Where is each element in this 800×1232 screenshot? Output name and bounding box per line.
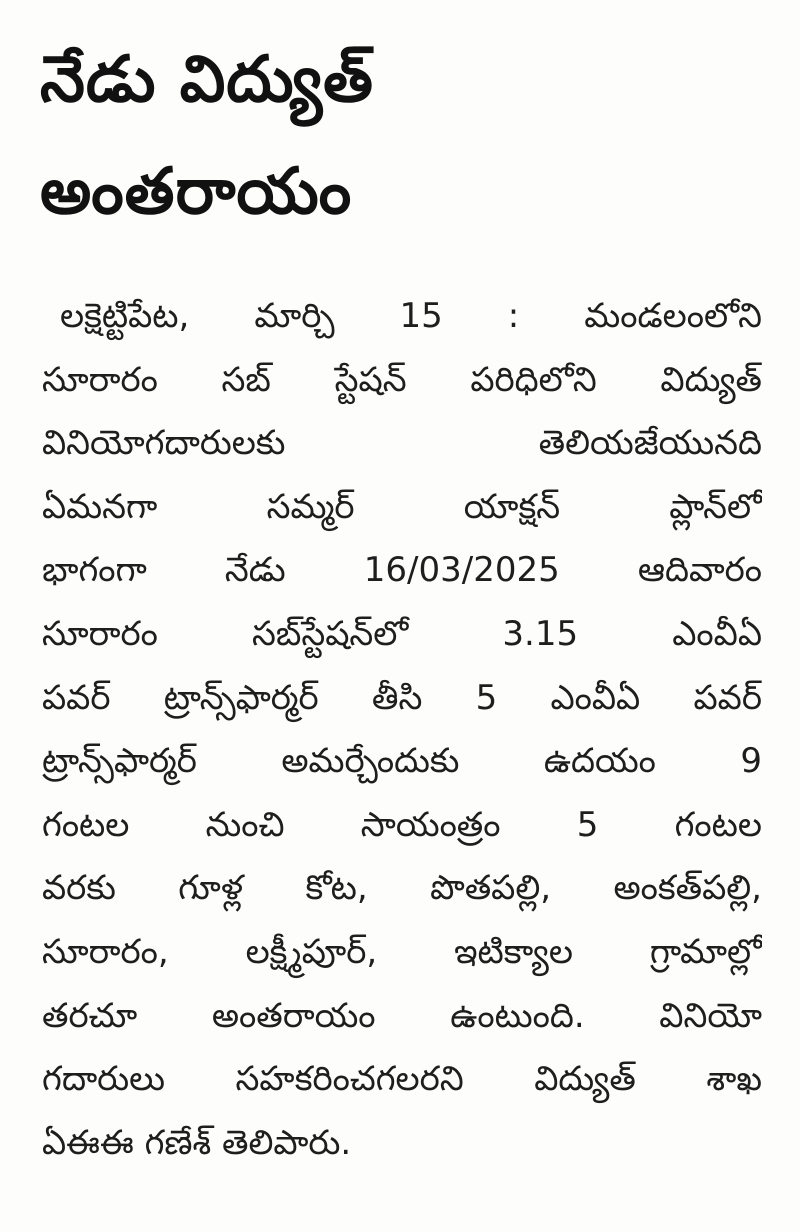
headline-line: నేడు విద్యుత్ bbox=[40, 43, 374, 117]
body-line: గదారులు సహకరించగలరని విద్యుత్ శాఖ bbox=[42, 1059, 762, 1100]
body-line: వినియోగదారులకు తెలియజేయునది bbox=[42, 423, 762, 464]
cropped-text-fragment bbox=[150, 0, 410, 8]
body-line: లక్షెట్టిపేట, మార్చి 15 : మండలంలోని bbox=[60, 296, 762, 336]
body-line: సూరారం, లక్ష్మీపూర్, ఇటిక్యాల గ్రామాల్లో bbox=[42, 931, 762, 972]
body-line: సూరారం సబ్‌స్టేషన్‌లో 3.15 ఎంవీఏ bbox=[42, 613, 762, 654]
headline bbox=[40, 24, 760, 248]
article-body bbox=[42, 285, 762, 1175]
body-line: వరకు గూళ్ల కోట, పొతపల్లి, అంకత్‌పల్లి, bbox=[42, 868, 762, 909]
body-line: ఏఈఈ గణేశ్ తెలిపారు. bbox=[42, 1122, 352, 1163]
body-line: భాగంగా నేడు 16/03/2025 ఆదివారం bbox=[42, 550, 762, 591]
body-line: ట్రాన్స్‌ఫార్మర్ అమర్చేందుకు ఉదయం 9 bbox=[42, 741, 762, 782]
body-line: ఏమనగా సమ్మర్ యాక్షన్ ప్లాన్‌లో bbox=[42, 486, 762, 527]
body-line: పవర్ ట్రాన్స్‌ఫార్మర్ తీసి 5 ఎంవీఏ పవర్ bbox=[42, 677, 762, 718]
body-line: తరచూ అంతరాయం ఉంటుంది. వినియో bbox=[42, 995, 762, 1036]
body-line: గంటల నుంచి సాయంత్రం 5 గంటల bbox=[42, 804, 762, 845]
body-line: సూరారం సబ్ స్టేషన్ పరిధిలోని విద్యుత్ bbox=[42, 359, 762, 400]
headline-line: అంతరాయం bbox=[40, 155, 353, 229]
